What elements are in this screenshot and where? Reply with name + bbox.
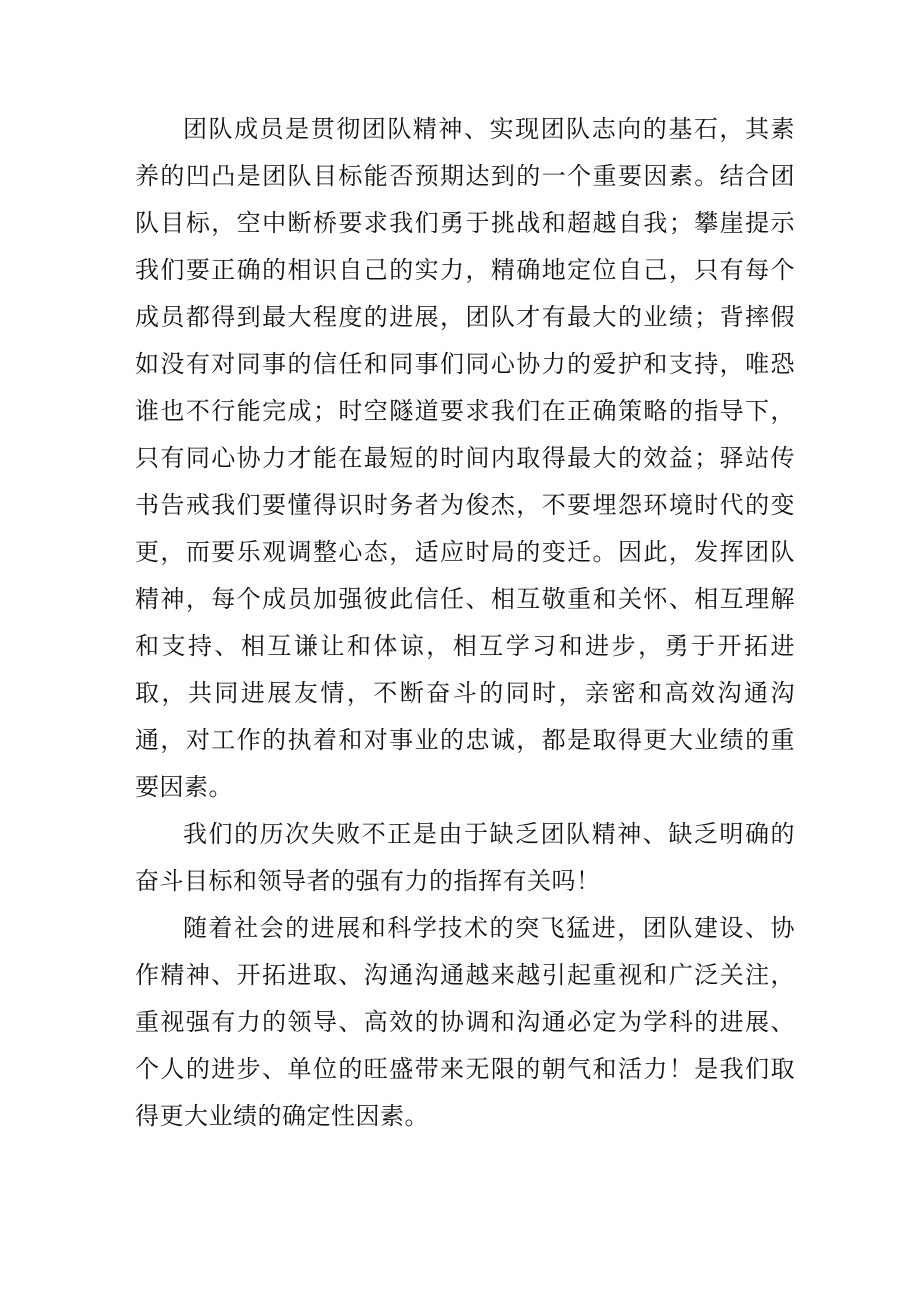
document-body [135,106,795,1140]
paragraph-social-progress: 随着社会的进展和科学技术的突飞猛进，团队建设、协作精神、开拓进取、沟通沟通越来越引起重视和广泛关注，重视强有力的领导、高效的协调和沟通必定为学科的进展、个人的进步、单位的旺盛带来无限的朝气和活力！是我们取得更大业绩的确定性因素。 [135,914,795,1130]
paragraph-team-members: 团队成员是贯彻团队精神、实现团队志向的基石，其素养的凹凸是团队目标能否预期达到的一个重要因素。结合团队目标，空中断桥要求我们勇于挑战和超越自我；攀崖提示我们要正确的相识自己的实力，精确地定位自己，只有每个成员都得到最大程度的进展，团队才有最大的业绩；背摔假如没有对同事的信任和同事们同心协力的爱护和支持，唯恐谁也不行能完成；时空隧道要求我们在正确策略的指导下，只有同心协力才能在最短的时间内取得最大的效益；驿站传书告戒我们要懂得识时务者为俊杰，不要埋怨环境时代的变更，而要乐观调整心态，适应时局的变迁。因此，发挥团队精神，每个成员加强彼此信任、相互敬重和关怀、相互理解和支持、相互谦让和体谅，相互学习和进步，勇于开拓进取，共同进展友情，不断奋斗的同时，亲密和高效沟通沟通，对工作的执着和对事业的忠诚，都是取得更大业绩的重要因素。 [135,115,795,801]
paragraph-past-failures: 我们的历次失败不正是由于缺乏团队精神、缺乏明确的奋斗目标和领导者的强有力的指挥有关吗！ [135,820,795,895]
